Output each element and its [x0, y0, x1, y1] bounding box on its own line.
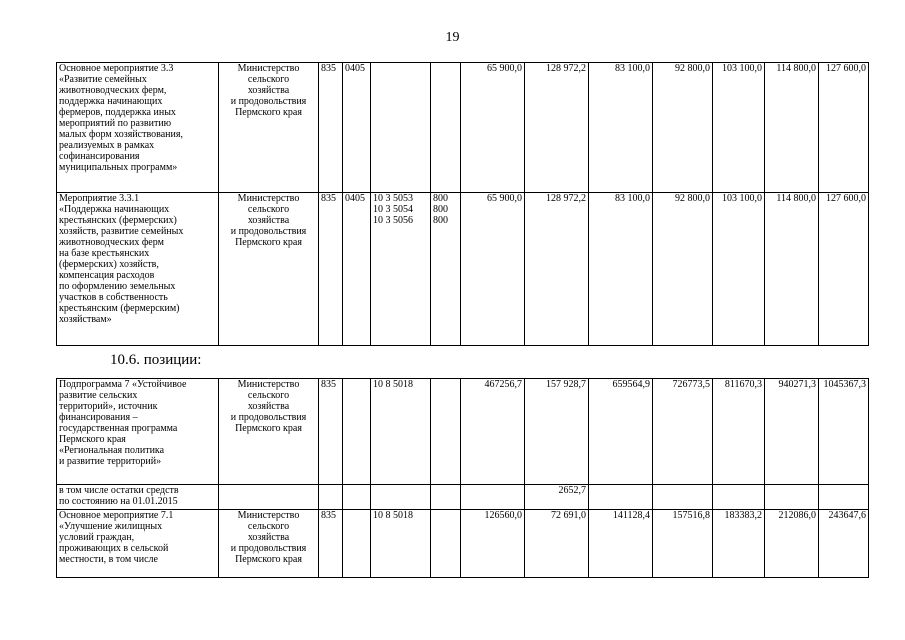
row-description: в том числе остатки средств по состоянию на 01.01.2015 [57, 485, 219, 510]
row-value-7 [819, 485, 869, 510]
row-value-3: 659564,9 [589, 379, 653, 485]
row-csr: 10 8 5018 [371, 510, 431, 578]
table-row [57, 510, 869, 578]
row-grbs: 835 [319, 379, 343, 485]
row-value-2: 157 928,7 [525, 379, 589, 485]
row-rzpr [343, 510, 371, 578]
row-description: Подпрограмма 7 «Устойчивое развитие сельских территорий», источник финансирования – государственная программа Пермского края «Региональная политика и развитие территорий» [57, 379, 219, 485]
row-vr [431, 379, 461, 485]
page-number: 19 [445, 30, 460, 45]
row-description: Основное мероприятие 7.1 «Улучшение жилищных условий граждан, проживающих в сельской местности, в том числе [57, 510, 219, 578]
row-value-2: 128 972,2 [525, 63, 589, 193]
row-rzpr [343, 379, 371, 485]
budget-table-bottom [56, 378, 869, 578]
row-executor [219, 485, 319, 510]
row-grbs [319, 485, 343, 510]
row-grbs: 835 [319, 510, 343, 578]
row-value-4: 92 800,0 [653, 63, 713, 193]
row-vr: 800 800 800 [431, 193, 461, 346]
row-vr [431, 510, 461, 578]
table-row [57, 379, 869, 485]
row-value-1: 467256,7 [461, 379, 525, 485]
row-value-6: 114 800,0 [765, 193, 819, 346]
row-executor: Министерство сельского хозяйства и продовольствия Пермского края [219, 63, 319, 193]
row-value-1: 65 900,0 [461, 193, 525, 346]
row-value-7: 127 600,0 [819, 63, 869, 193]
row-value-2: 72 691,0 [525, 510, 589, 578]
table-row [57, 485, 869, 510]
row-csr [371, 485, 431, 510]
row-csr: 10 8 5018 [371, 379, 431, 485]
row-description: Основное мероприятие 3.3 «Развитие семейных животноводческих ферм, поддержка начинающих фермеров, поддержка иных мероприятий по развитию малых форм хозяйствования, реализуемых в рамках софинансирования муниципальных программ» [57, 63, 219, 193]
row-value-4: 726773,5 [653, 379, 713, 485]
row-value-5: 183383,2 [713, 510, 765, 578]
row-rzpr [343, 485, 371, 510]
row-value-7: 127 600,0 [819, 193, 869, 346]
row-value-5: 103 100,0 [713, 63, 765, 193]
row-vr [431, 63, 461, 193]
row-value-2: 2652,7 [525, 485, 589, 510]
row-value-1: 126560,0 [461, 510, 525, 578]
row-value-6: 212086,0 [765, 510, 819, 578]
row-rzpr: 0405 [343, 193, 371, 346]
table-row [57, 193, 869, 346]
row-rzpr: 0405 [343, 63, 371, 193]
row-value-3: 83 100,0 [589, 193, 653, 346]
row-value-6: 940271,3 [765, 379, 819, 485]
row-value-6 [765, 485, 819, 510]
row-value-4 [653, 485, 713, 510]
section-heading: 10.6. позиции: [110, 352, 202, 368]
row-value-7: 1045367,3 [819, 379, 869, 485]
row-value-2: 128 972,2 [525, 193, 589, 346]
row-grbs: 835 [319, 63, 343, 193]
row-value-1 [461, 485, 525, 510]
row-executor: Министерство сельского хозяйства и продовольствия Пермского края [219, 510, 319, 578]
row-value-1: 65 900,0 [461, 63, 525, 193]
row-value-3 [589, 485, 653, 510]
row-value-3: 83 100,0 [589, 63, 653, 193]
row-value-5 [713, 485, 765, 510]
row-value-4: 157516,8 [653, 510, 713, 578]
table-row [57, 63, 869, 193]
row-value-7: 243647,6 [819, 510, 869, 578]
row-csr: 10 3 5053 10 3 5054 10 3 5056 [371, 193, 431, 346]
row-value-6: 114 800,0 [765, 63, 819, 193]
row-vr [431, 485, 461, 510]
row-value-4: 92 800,0 [653, 193, 713, 346]
row-executor: Министерство сельского хозяйства и продовольствия Пермского края [219, 193, 319, 346]
row-value-5: 103 100,0 [713, 193, 765, 346]
row-csr [371, 63, 431, 193]
budget-table-top [56, 62, 869, 346]
row-grbs: 835 [319, 193, 343, 346]
row-value-5: 811670,3 [713, 379, 765, 485]
row-executor: Министерство сельского хозяйства и продовольствия Пермского края [219, 379, 319, 485]
row-description: Мероприятие 3.3.1 «Поддержка начинающих крестьянских (фермерских) хозяйств, развитие семейных животноводческих ферм на базе крестьянских (фермерских) хозяйств, компенсация расходов по оформлению земельных участков в собственность крестьянским (фермерским) хозяйствам» [57, 193, 219, 346]
row-value-3: 141128,4 [589, 510, 653, 578]
